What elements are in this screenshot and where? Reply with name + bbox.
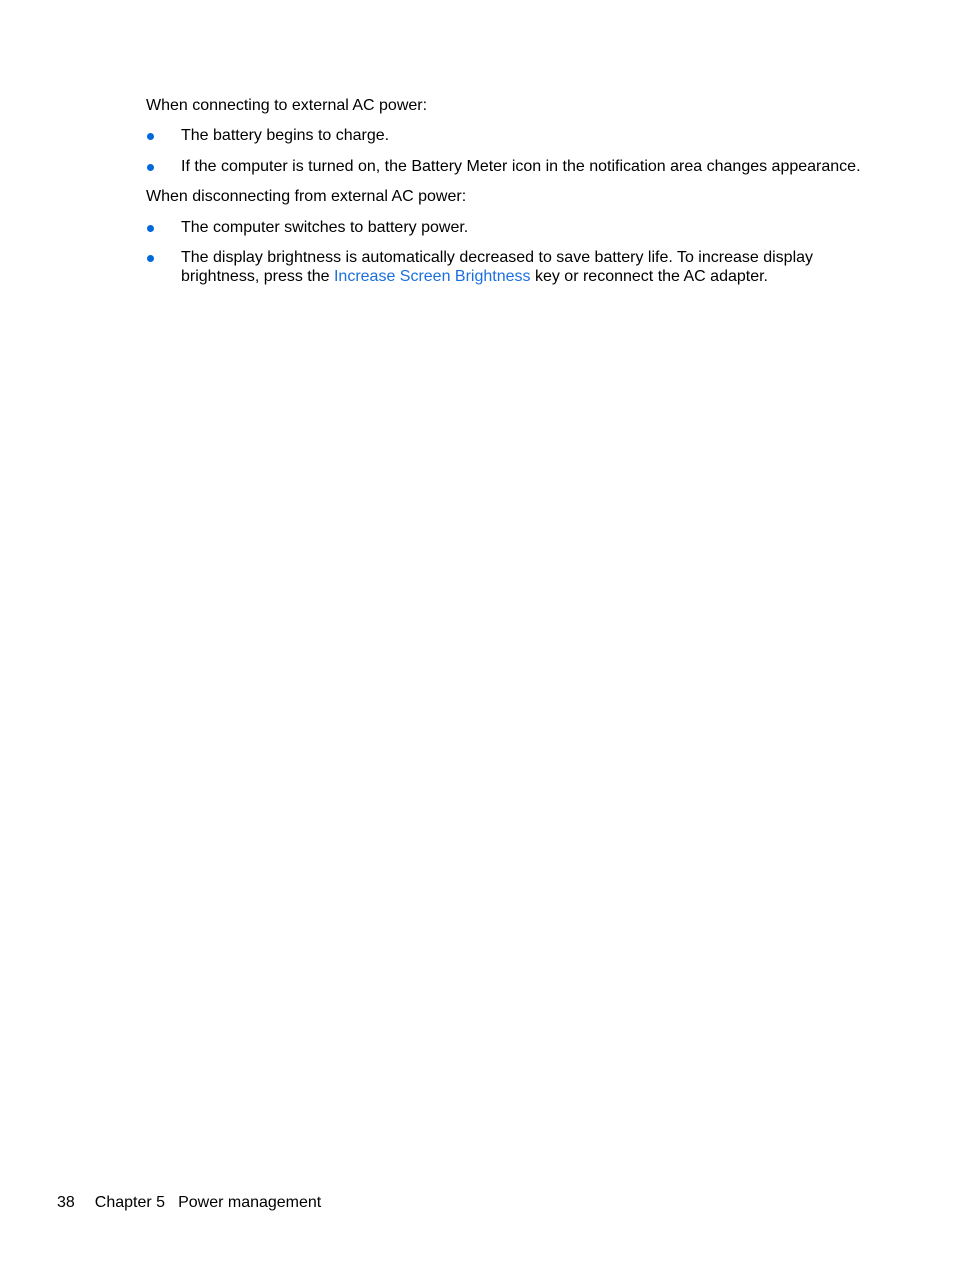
bullet-icon (147, 255, 154, 262)
list-item-text: The computer switches to battery power. (181, 219, 469, 236)
page-number: 38 (57, 1194, 75, 1211)
page-content (146, 96, 876, 286)
chapter-label: Chapter 5 (94, 1194, 166, 1211)
connecting-list (146, 126, 876, 176)
increase-screen-brightness-link[interactable]: Increase Screen Brightness (333, 268, 531, 285)
disconnecting-intro: When disconnecting from external AC power: (146, 188, 467, 205)
list-item-text-before: The display brightness is automatically decreased to save battery life. To increase display brightness, press the (181, 249, 814, 285)
list-item-text (181, 249, 813, 285)
list-item (146, 218, 876, 237)
list-item (146, 248, 876, 286)
connecting-intro: When connecting to external AC power: (146, 97, 428, 114)
bullet-icon (147, 133, 154, 140)
bullet-icon (147, 164, 154, 171)
page-footer (57, 1193, 321, 1212)
list-item-text-after: key or reconnect the AC adapter. (530, 268, 768, 285)
list-item-text: If the computer is turned on, the Battery Meter icon in the notification area changes appearance. (181, 158, 861, 175)
list-item (146, 157, 876, 176)
bullet-icon (147, 225, 154, 232)
list-item-text: The battery begins to charge. (181, 127, 390, 144)
chapter-title: Power management (178, 1194, 322, 1211)
disconnecting-list (146, 218, 876, 286)
list-item (146, 126, 876, 145)
